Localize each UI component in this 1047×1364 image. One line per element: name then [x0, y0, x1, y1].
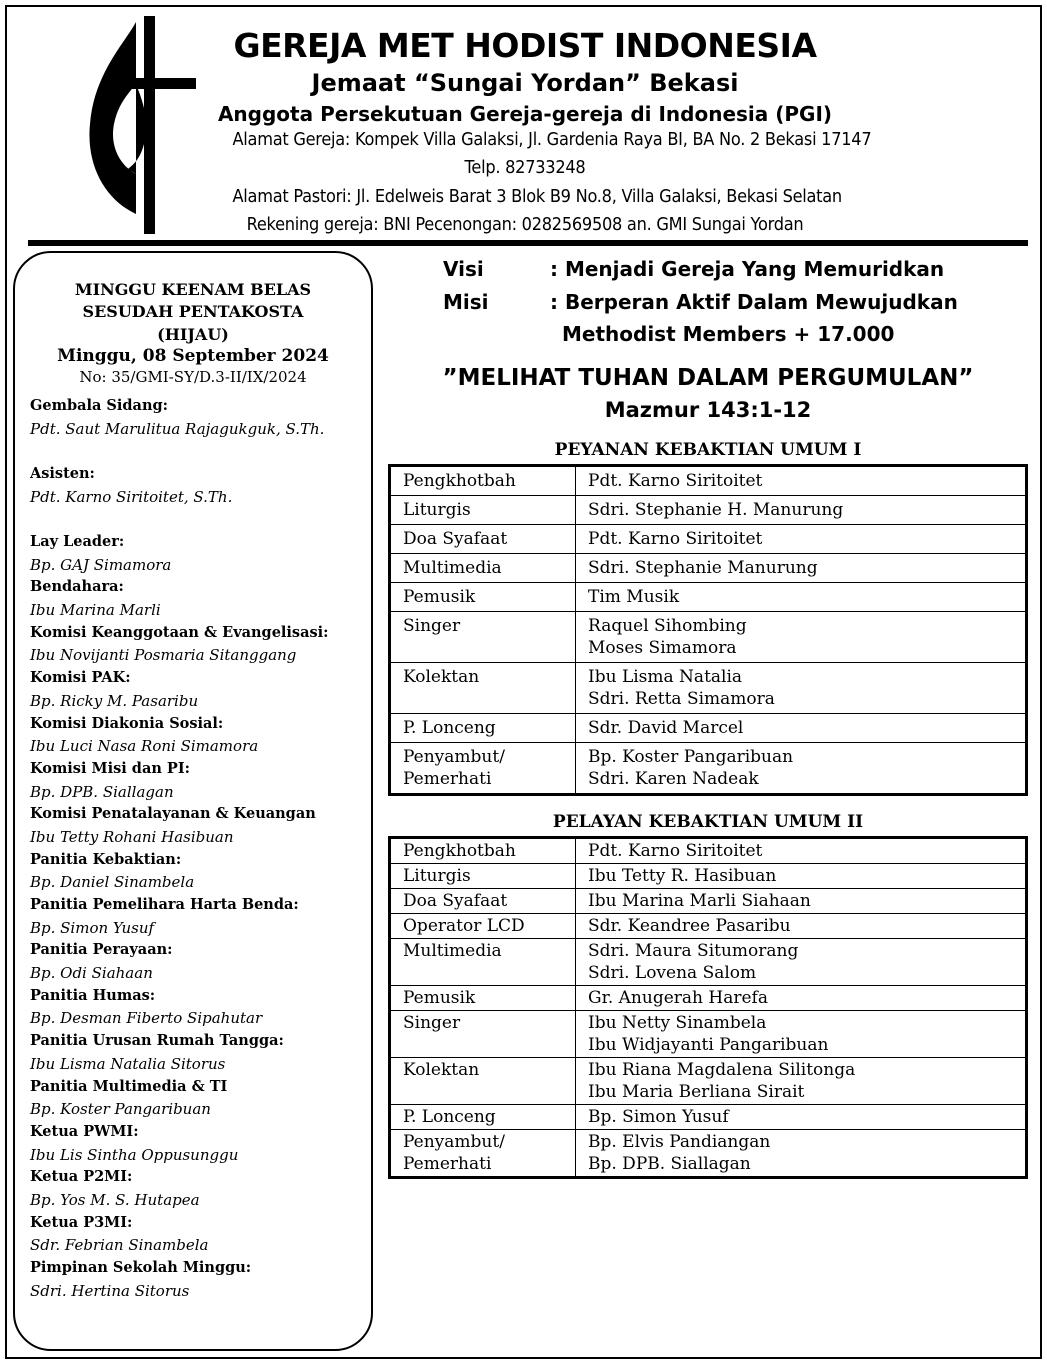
service-role: Liturgis [390, 864, 576, 889]
service-person: Ibu Lisma Natalia [588, 667, 743, 687]
service-role: Penyambut/ Pemerhati [390, 743, 576, 795]
staff-name: Ibu Marina Marli [30, 601, 161, 620]
staff-name: Sdri. Hertina Sitorus [30, 1281, 190, 1300]
service-role: Singer [390, 1011, 576, 1058]
staff-role: Ketua P3MI: [30, 1213, 133, 1231]
service-role: Pemusik [390, 583, 576, 612]
staff-name: Bp. DPB. Siallagan [30, 782, 174, 801]
church-name: GEREJA MET HODIST INDONESIA [233, 26, 817, 65]
liturgical-week-line1: MINGGU KEENAM BELAS [74, 280, 312, 299]
staff-role: Komisi Misi dan PI: [30, 759, 190, 777]
service-role: Kolektan [390, 663, 576, 714]
service-person: Ibu Maria Berliana Sirait [588, 1082, 805, 1102]
service-names [576, 1058, 1027, 1105]
staff-role: Asisten: [30, 465, 95, 482]
service-person: Sdr. David Marcel [588, 718, 744, 738]
phone-number: Telp. 82733248 [464, 157, 586, 178]
staff-name: Bp. Koster Pangaribuan [30, 1100, 211, 1119]
service-names [576, 1011, 1027, 1058]
staff-name: Pdt. Saut Marulitua Rajagukguk, S.Th. [30, 419, 325, 438]
service-person: Bp. Simon Yusuf [588, 1107, 729, 1127]
service-role: Doa Syafaat [390, 889, 576, 914]
service-names [576, 583, 1027, 612]
service-role: P. Lonceng [390, 1105, 576, 1130]
service2-table [388, 836, 1028, 1179]
service-role: Multimedia [390, 939, 576, 986]
staff-name: Ibu Tetty Rohani Hasibuan [30, 827, 234, 846]
service-person: Ibu Netty Sinambela [588, 1013, 767, 1033]
service-person: Sdri. Karen Nadeak [588, 769, 759, 789]
header-rule [28, 240, 1028, 246]
service-row [390, 714, 1027, 743]
staff-group-pastor [30, 395, 324, 440]
service-row [390, 1058, 1027, 1105]
staff-role: Panitia Pemelihara Harta Benda: [30, 896, 299, 913]
service-row [390, 554, 1027, 583]
service-person: Bp. Koster Pangaribuan [588, 747, 794, 767]
staff-group-assistant [30, 463, 232, 508]
service-names [576, 743, 1027, 795]
service-row [390, 986, 1027, 1011]
service-names [576, 986, 1027, 1011]
service-row [390, 889, 1027, 914]
visi-text: : Menjadi Gereja Yang Memuridkan [550, 257, 945, 281]
service-person: Bp. DPB. Siallagan [588, 1154, 751, 1174]
service-person: Tim Musik [588, 587, 680, 607]
service-person: Sdri. Lovena Salom [588, 963, 757, 983]
service-person: Ibu Riana Magdalena Silitonga [588, 1060, 856, 1080]
service-person: Sdr. Keandree Pasaribu [588, 916, 791, 936]
service-names [576, 914, 1027, 939]
misi-text: : Berperan Aktif Dalam Mewujudkan [550, 290, 958, 314]
staff-role: Komisi Diakonia Sosial: [30, 714, 224, 732]
service-row [390, 1011, 1027, 1058]
staff-role: Komisi PAK: [30, 669, 131, 687]
service-role: Liturgis [390, 496, 576, 525]
cross-flame-logo [84, 14, 198, 236]
service-row [390, 939, 1027, 986]
service-role: Singer [390, 612, 576, 663]
service-row [390, 583, 1027, 612]
staff-name: Ibu Luci Nasa Roni Simamora [30, 737, 259, 756]
church-address: Alamat Gereja: Kompek Villa Galaksi, Jl. Gardenia Raya BI, BA No. 2 Bekasi 17147 [232, 129, 872, 150]
staff-name: Pdt. Karno Siritoitet, S.Th. [30, 487, 233, 506]
service-row [390, 743, 1027, 795]
membership-line: Anggota Persekutuan Gereja-gereja di Indonesia (PGI) [217, 102, 833, 126]
service-role: Operator LCD [390, 914, 576, 939]
service-row [390, 1130, 1027, 1178]
bank-account: Rekening gereja: BNI Pecenongan: 0282569508 an. GMI Sungai Yordan [246, 214, 804, 235]
staff-role: Ketua PWMI: [30, 1122, 139, 1140]
staff-name: Bp. Ricky M. Pasaribu [30, 691, 199, 710]
service-names [576, 838, 1027, 864]
service2-title: PELAYAN KEBAKTIAN UMUM II [552, 812, 864, 832]
service-person: Ibu Widjayanti Pangaribuan [588, 1035, 829, 1055]
service-names [576, 889, 1027, 914]
staff-role: Gembala Sidang: [30, 397, 168, 414]
service-person: Ibu Marina Marli Siahaan [588, 891, 811, 911]
staff-name: Bp. Yos M. S. Hutapea [30, 1190, 200, 1209]
service-role: P. Lonceng [390, 714, 576, 743]
service-row [390, 838, 1027, 864]
service-row [390, 525, 1027, 554]
parsonage-address: Alamat Pastori: Jl. Edelweis Barat 3 Blok B9 No.8, Villa Galaksi, Bekasi Selatan [232, 186, 842, 207]
service-person: Moses Simamora [588, 638, 737, 658]
staff-role: Panitia Humas: [30, 986, 156, 1004]
staff-role: Komisi Penatalayanan & Keuangan [30, 805, 316, 823]
staff-name: Bp. Simon Yusuf [30, 918, 155, 937]
service-row [390, 466, 1027, 496]
service-row [390, 496, 1027, 525]
service-row [390, 864, 1027, 889]
staff-name: Bp. Desman Fiberto Sipahutar [30, 1009, 263, 1028]
staff-role: Komisi Keanggotaan & Evangelisasi: [30, 623, 329, 641]
staff-name: Bp. Daniel Sinambela [30, 873, 195, 892]
service-role: Multimedia [390, 554, 576, 583]
staff-name: Sdr. Febrian Sinambela [30, 1236, 209, 1255]
liturgical-week-line2: SESUDAH PENTAKOSTA [82, 302, 304, 321]
service-person: Sdri. Stephanie H. Manurung [588, 500, 844, 520]
service-person: Ibu Tetty R. Hasibuan [588, 866, 777, 886]
liturgical-color: (HIJAU) [157, 325, 229, 344]
service-names [576, 663, 1027, 714]
service-names [576, 554, 1027, 583]
service-names [576, 1105, 1027, 1130]
staff-role: Ketua P2MI: [30, 1168, 133, 1186]
staff-list [30, 531, 329, 1302]
service1-title: PEYANAN KEBAKTIAN UMUM I [554, 440, 862, 460]
service-person: Sdri. Maura Situmorang [588, 941, 799, 961]
service-person: Gr. Anugerah Harefa [588, 988, 768, 1008]
service-names [576, 939, 1027, 986]
staff-role: Bendahara: [30, 578, 124, 596]
service-row [390, 663, 1027, 714]
staff-role: Panitia Kebaktian: [30, 850, 182, 868]
service-names [576, 1130, 1027, 1178]
service-names [576, 714, 1027, 743]
congregation-name: Jemaat “Sungai Yordan” Bekasi [311, 69, 739, 97]
service-person: Sdri. Stephanie Manurung [588, 558, 818, 578]
staff-name: Bp. GAJ Simamora [30, 555, 172, 574]
service-person: Pdt. Karno Siritoitet [588, 841, 763, 861]
service-row [390, 1105, 1027, 1130]
service-person: Raquel Sihombing [588, 616, 747, 636]
service-role: Pengkhotbah [390, 838, 576, 864]
service-row [390, 914, 1027, 939]
sermon-theme: ”MELIHAT TUHAN DALAM PERGUMULAN” [442, 365, 974, 391]
staff-role: Pimpinan Sekolah Minggu: [30, 1259, 252, 1276]
visi-label: Visi [443, 257, 484, 281]
service-date: Minggu, 08 September 2024 [57, 346, 329, 366]
service-role: Penyambut/ Pemerhati [390, 1130, 576, 1178]
staff-name: Ibu Novijanti Posmaria Sitanggang [30, 646, 297, 665]
service-names [576, 496, 1027, 525]
service-person: Pdt. Karno Siritoitet [588, 529, 763, 549]
scripture-reference: Mazmur 143:1-12 [604, 398, 812, 422]
service-person: Bp. Elvis Pandiangan [588, 1132, 771, 1152]
service-names [576, 612, 1027, 663]
service-role: Pengkhotbah [390, 466, 576, 496]
service-role: Doa Syafaat [390, 525, 576, 554]
service-person: Pdt. Karno Siritoitet [588, 471, 763, 491]
staff-role: Panitia Multimedia & TI [30, 1077, 228, 1095]
service-person: Sdri. Retta Simamora [588, 689, 775, 709]
service-row [390, 612, 1027, 663]
staff-name: Ibu Lisma Natalia Sitorus [30, 1054, 226, 1073]
misi-text-2: Methodist Members + 17.000 [562, 322, 895, 346]
service1-table [388, 464, 1028, 796]
staff-role: Lay Leader: [30, 533, 125, 550]
service-names [576, 864, 1027, 889]
staff-name: Ibu Lis Sintha Oppusunggu [30, 1145, 239, 1164]
service-names [576, 466, 1027, 496]
staff-role: Panitia Perayaan: [30, 941, 173, 959]
service-role: Pemusik [390, 986, 576, 1011]
service-role: Kolektan [390, 1058, 576, 1105]
staff-role: Panitia Urusan Rumah Tangga: [30, 1032, 284, 1050]
service-names [576, 525, 1027, 554]
misi-label: Misi [443, 290, 489, 314]
bulletin-number: No: 35/GMI-SY/D.3-II/IX/2024 [79, 368, 307, 386]
staff-name: Bp. Odi Siahaan [30, 964, 153, 983]
